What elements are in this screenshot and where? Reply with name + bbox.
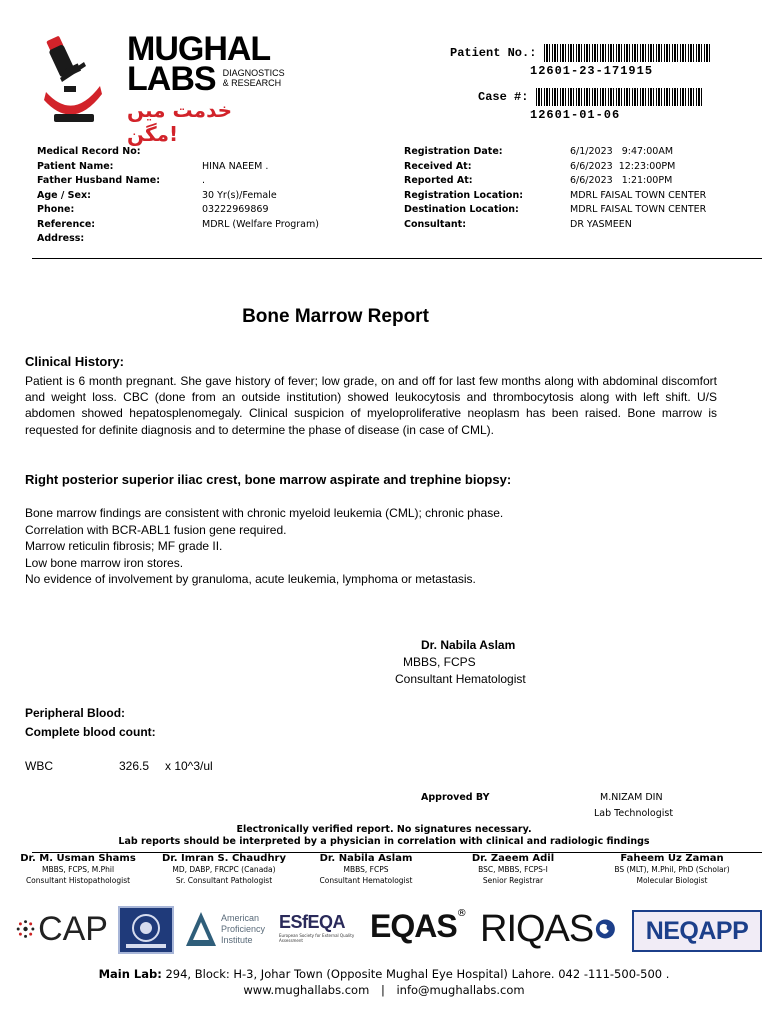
brand-name: MUGHAL	[127, 30, 271, 68]
info-row: Registration Date: 6/1/2023 9:47:00AM	[404, 146, 674, 157]
cbc-heading: Complete blood count:	[25, 725, 156, 739]
approved-by-label: Approved BY	[421, 792, 490, 803]
wbc-label: WBC	[25, 759, 53, 773]
clinical-history-text: Patient is 6 month pregnant. She gave history of fever; low grade, on and off for last few months along with abdominal discomfort and weight loss. CBC (done from an outside institution) showed leukocytosis and thrombocytosis along with left shift. U/S abdomen showed hepatosplenomegaly. Clinical suspicion of myeloproliferative neoplasm has been raised. Bone marrow is requested for definite diagnosis and to determine the phase of disease (in case of CML).	[25, 374, 717, 437]
api-logo: American Proficiency Institute	[184, 906, 270, 952]
globe-icon	[595, 917, 616, 941]
signatory-qualification: MBBS, FCPS	[403, 655, 476, 669]
patient-no: 12601-23-171915	[530, 64, 654, 78]
signatory-name: Dr. Nabila Aslam	[421, 638, 516, 652]
info-row: Destination Location: MDRL FAISAL TOWN CENTER	[404, 204, 707, 215]
info-row: Reported At: 6/6/2023 1:21:00PM	[404, 175, 673, 186]
finding-line: Marrow reticulin fibrosis; MF grade II.	[25, 539, 223, 553]
cap-logo: CAP	[16, 906, 108, 952]
api-triangle-icon	[184, 910, 218, 948]
finding-line: Low bone marrow iron stores.	[25, 555, 184, 570]
website-link[interactable]: www.mughallabs.com	[243, 983, 370, 997]
finding-line: Correlation with BCR-ABL1 fusion gene required.	[25, 522, 287, 537]
info-row: Received At: 6/6/2023 12:23:00PM	[404, 160, 676, 172]
patient-info-right	[404, 145, 706, 232]
doctor-card: Faheem Uz Zaman BS (MLT), M.Phil, PhD (Scholar) Molecular Biologist	[614, 853, 730, 885]
footer-address: Main Lab: 294, Block: H-3, Johar Town (Opposite Mughal Eye Hospital) Lahore. 042 -111-500-500 .	[98, 967, 670, 981]
info-row: Reference: MDRL (Welfare Program)	[37, 218, 319, 230]
report-title: Bone Marrow Report	[242, 306, 429, 327]
info-row: Registration Location: MDRL FAISAL TOWN CENTER	[404, 189, 707, 201]
verification-note: Electronically verified report. No signatures necessary. Lab reports should be interpreted by a physician in correlation with clinical and radiologic findings	[118, 824, 650, 847]
info-row: Medical Record No:	[37, 146, 141, 157]
approver-name: M.NIZAM DIN	[600, 792, 663, 803]
finding-line: Bone marrow findings are consistent with chronic myeloid leukemia (CML); chronic phase.	[25, 506, 504, 520]
clinical-history-heading: Clinical History:	[25, 354, 124, 369]
email-link[interactable]: info@mughallabs.com	[396, 983, 525, 997]
patient-no-row	[450, 44, 712, 62]
info-row: Age / Sex: 30 Yr(s)/Female	[37, 189, 277, 201]
cap-dots-icon	[16, 916, 35, 942]
biopsy-heading: Right posterior superior iliac crest, bone marrow aspirate and trephine biopsy:	[25, 472, 512, 487]
qa-seal-logo	[118, 906, 174, 954]
esfeqa-logo: ESfEQA European Society for External Quality Assessment	[279, 912, 355, 943]
info-row: Patient Name: HINA NAEEM .	[37, 160, 269, 172]
signatory-role: Consultant Hematologist	[395, 672, 526, 686]
footer-contacts: www.mughallabs.com | info@mughallabs.com	[243, 983, 525, 997]
info-row: Consultant: DR YASMEEN	[404, 218, 632, 230]
neqapp-logo: NEQAPP	[632, 910, 762, 952]
doctor-card: Dr. Imran S. Chaudhry MD, DABP, FRCPC (Canada) Sr. Consultant Pathologist	[161, 853, 287, 885]
wbc-value: 326.5	[119, 759, 150, 773]
findings-list	[25, 505, 503, 588]
qa-seal-icon	[120, 908, 172, 952]
doctor-card: Dr. M. Usman Shams MBBS, FCPS, M.Phil Consultant Histopathologist	[20, 853, 136, 885]
microscope-icon	[40, 36, 106, 126]
brand-labs: LABS	[127, 60, 216, 98]
case-no-row	[478, 88, 702, 106]
brand-logo	[127, 30, 287, 146]
info-row: Father Husband Name: .	[37, 175, 206, 186]
header-divider	[32, 258, 762, 259]
finding-line: No evidence of involvement by granuloma, acute leukemia, lymphoma or metastasis.	[25, 572, 476, 586]
riqas-logo: RIQAS	[480, 906, 616, 952]
peripheral-blood-heading: Peripheral Blood:	[25, 706, 126, 720]
patient-no-barcode	[544, 44, 712, 62]
brand-sub: DIAGNOSTICS & RESEARCH	[222, 68, 285, 88]
doctor-card: Dr. Zaeem Adil BSC, MBBS, FCPS-I Senior Registrar	[471, 853, 555, 885]
approver-role: Lab Technologist	[594, 808, 674, 819]
wbc-unit: x 10^3/ul	[165, 759, 213, 773]
case-no: 12601-01-06	[530, 108, 621, 122]
info-row: Phone: 03222969869	[37, 204, 269, 215]
info-row: Address:	[37, 233, 85, 244]
doctor-card: Dr. Nabila Aslam MBBS, FCPS Consultant Hematologist	[319, 853, 413, 885]
patient-no-label: Patient No.:	[450, 46, 537, 61]
patient-info-left	[37, 145, 319, 247]
case-no-label: Case #:	[478, 90, 529, 105]
eqas-logo: EQAS®	[370, 908, 467, 944]
brand-tagline: خدمت میں مگن!	[127, 98, 233, 146]
case-no-barcode	[536, 88, 702, 106]
